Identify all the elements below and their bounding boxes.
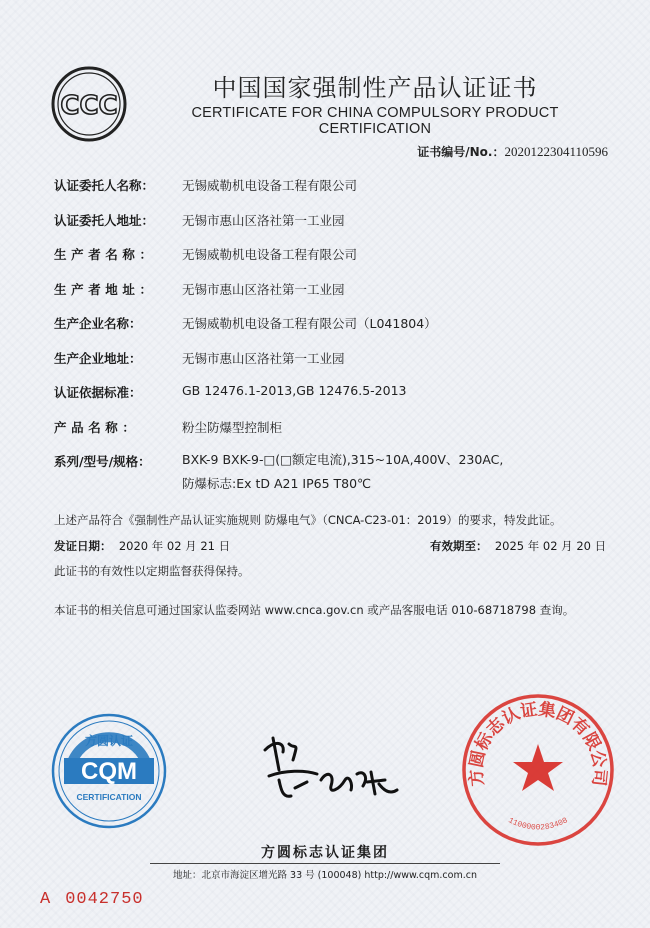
expiry-date-value: 2025 年 02 月 20 日 [494,539,607,553]
field-value: 无锡威勒机电设备工程有限公司 [182,178,358,193]
ccc-logo [50,65,128,143]
field-label: 认证依据标准： [54,385,142,400]
validity-statement: 此证书的有效性以定期监督获得保持。 [54,564,250,578]
field-label: 认证委托人地址： [54,212,155,228]
seal-star-icon [513,744,563,791]
issuer-address: 地址：北京市海淀区增光路 33 号 (100048) http://www.cqm.com.cn [173,870,477,881]
field-value: 无锡威勒机电设备工程有限公司（L041804） [182,316,437,331]
field-label: 生产者名称： [54,247,157,262]
conformity-statement: 上述产品符合《强制性产品认证实施规则 防爆电气》（CNCA-C23-01：2019）的要求，特发此证。 [54,513,562,527]
certificate-number-label: 证书编号/No.： [417,145,505,159]
field-applicant-name [54,176,614,211]
field-label: 系列/型号/规格： [54,454,151,469]
cqm-bottom-text: CERTIFICATION [76,792,142,802]
field-value [182,452,503,496]
issue-date-label: 发证日期： [54,539,112,553]
certificate-title-en: CERTIFICATE FOR CHINA COMPULSORY PRODUCT CERTIFICATION [191,105,559,137]
expiry-date-label: 有效期至： [430,539,488,553]
field-standards [54,383,614,418]
certificate-title-cn: 中国国家强制性产品认证证书 [212,74,538,102]
model-spec-line: BXK-9 BXK-9-□(□额定电流),315~10A,400V、230AC, [182,452,504,467]
field-applicant-address [54,211,614,246]
serial-value: 0042750 [65,890,144,909]
field-product-name [54,418,614,453]
field-label: 生产者地址： [54,281,157,297]
ccc-logo-text: CCC [60,91,118,121]
certificate-fields [54,176,614,496]
field-value: 无锡威勒机电设备工程有限公司 [182,247,358,262]
cqm-main-text: CQM [81,758,137,785]
issue-date [54,538,230,554]
svg-text:1100000283408 [507,816,570,832]
field-label: 认证委托人名称： [54,178,155,193]
seal-number-text: 1100000283408 [506,816,570,833]
field-model [54,452,614,496]
signature [255,730,415,810]
field-value: 无锡市惠山区洛社第一工业园 [182,350,345,366]
expiry-date [430,538,606,554]
serial-prefix: A [40,890,52,909]
issue-date-value: 2020 年 02 月 21 日 [118,539,231,553]
field-value: 粉尘防爆型控制柜 [182,419,283,435]
explosion-proof-mark-line: 防爆标志:Ex tD A21 IP65 T80℃ [182,476,372,491]
field-factory-address [54,349,614,384]
issuer-name: 方圆标志认证集团 [261,845,389,861]
field-value: GB 12476.1-2013,GB 12476.5-2013 [182,383,407,398]
certificate-number [417,143,608,160]
field-label: 产品名称： [54,419,140,435]
field-factory-name [54,314,614,349]
company-seal [458,690,618,850]
certificate-number-value: 2020122304110596 [504,144,608,159]
serial-number [40,890,144,909]
inquiry-statement: 本证书的相关信息可通过国家认监委网站 www.cnca.gov.cn 或产品客服电话 010-68718798 查询。 [54,603,575,617]
seal-company-text: 方圆标志认证集团有限公司 [466,699,610,788]
field-label: 生产企业名称： [54,316,142,331]
field-manufacturer-address [54,280,614,315]
cqm-certification-logo [50,712,168,830]
footer-divider [150,863,500,864]
cqm-top-text: 方圆认证 [84,734,134,748]
field-label: 生产企业地址： [54,350,142,366]
field-value: 无锡市惠山区洛社第一工业园 [182,281,345,297]
field-manufacturer-name [54,245,614,280]
field-value: 无锡市惠山区洛社第一工业园 [182,212,345,228]
